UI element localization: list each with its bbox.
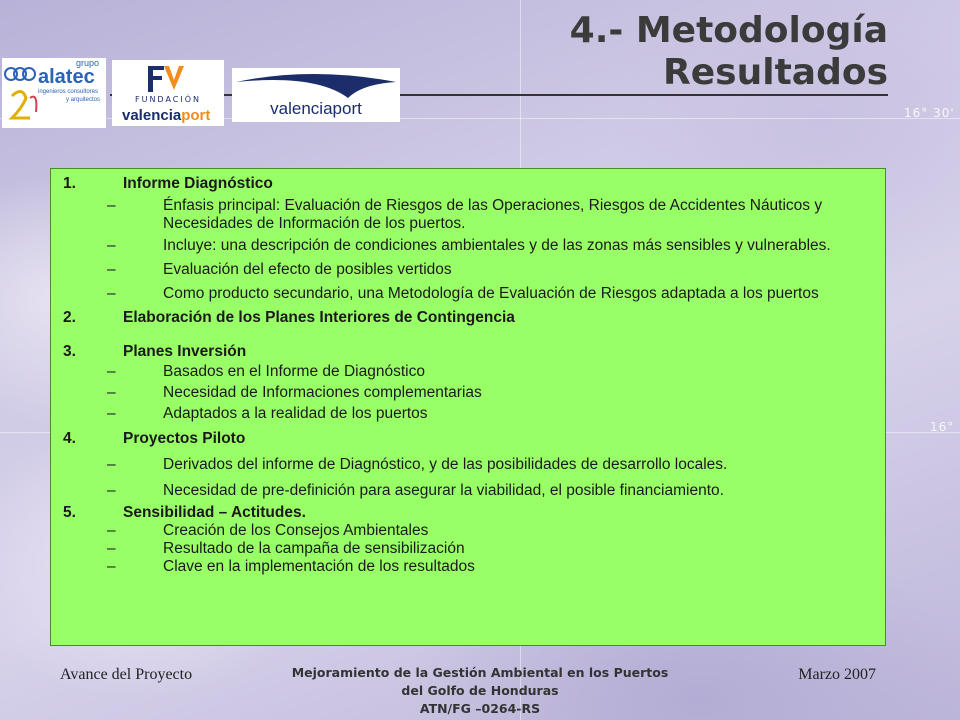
sub-item <box>63 403 873 424</box>
footer-date: Marzo 2007 <box>798 666 876 683</box>
map-coordinate-label: 16° 30' <box>904 106 955 120</box>
list-item-sensibilidad <box>63 504 873 576</box>
sub-item-text: Como producto secundario, una Metodología de Evaluación de Riesgos adaptada a los puertos <box>163 285 819 302</box>
sub-item-text: Incluye: una descripción de condiciones ambientales y de las zonas más sensibles y vulnerables. <box>163 237 831 254</box>
item-title: Elaboración de los Planes Interiores de Contingencia <box>123 309 515 326</box>
fundacion-port-text: port <box>181 107 211 124</box>
dash-bullet: – <box>107 482 116 499</box>
dash-bullet: – <box>107 540 116 557</box>
sub-item <box>63 522 873 540</box>
alatec-tagline-2: y arquitectos <box>66 97 101 103</box>
item-number: 3. <box>63 343 76 360</box>
title-underline <box>110 94 888 96</box>
sub-item-text: Creación de los Consejos Ambientales <box>163 522 429 539</box>
dash-bullet: – <box>107 456 116 473</box>
list-item-proyectos-piloto <box>63 430 873 500</box>
item-number: 4. <box>63 430 76 447</box>
sub-item <box>63 197 873 233</box>
sub-item-text: Basados en el Informe de Diagnóstico <box>163 363 425 380</box>
fundacion-valencia-text: valencia <box>122 107 182 124</box>
item-title: Planes Inversión <box>123 343 247 360</box>
item-title: Informe Diagnóstico <box>123 175 273 192</box>
footer-project-title <box>290 664 670 718</box>
dash-bullet: – <box>107 261 116 278</box>
sub-item-text: Énfasis principal: Evaluación de Riesgos de las Operaciones, Riesgos de Accidentes Náuticos y Necesidades de Información de los puertos. <box>163 197 823 232</box>
svg-text:valenciaport <box>122 107 210 124</box>
results-content-box <box>50 168 886 646</box>
title-line-1: 4.- Metodología <box>569 10 888 51</box>
footer-title-line-1: Mejoramiento de la Gestión Ambiental en los Puertos <box>291 665 669 680</box>
sub-item-text: Evaluación del efecto de posibles vertidos <box>163 261 452 278</box>
footer-title-line-2: del Golfo de Honduras <box>401 683 559 698</box>
page-title <box>570 10 888 94</box>
valenciaport-name-text: valenciaport <box>270 99 362 118</box>
dash-bullet: – <box>107 405 116 422</box>
title-line-2: Resultados <box>663 52 888 93</box>
sub-item <box>63 382 873 403</box>
sub-item <box>63 261 873 279</box>
list-item-planes-inversion <box>63 343 873 424</box>
sub-item <box>63 237 873 255</box>
item-number: 2. <box>63 309 76 326</box>
item-title: Proyectos Piloto <box>123 430 246 447</box>
sub-item-text: Necesidad de Informaciones complementarias <box>163 384 482 401</box>
dash-bullet: – <box>107 237 116 254</box>
sub-item-text: Adaptados a la realidad de los puertos <box>163 405 428 422</box>
sub-item-text: Resultado de la campaña de sensibilización <box>163 540 465 557</box>
list-item-planes-contingencia <box>63 309 873 327</box>
item-number: 5. <box>63 504 76 521</box>
alatec-logo <box>2 58 106 128</box>
footer-project-label: Avance del Proyecto <box>60 666 193 683</box>
item-number: 1. <box>63 175 76 192</box>
dash-bullet: – <box>107 285 116 302</box>
valenciaport-logo <box>232 68 400 122</box>
sub-item-text: Clave en la implementación de los resultados <box>163 558 475 575</box>
fundacion-valenciaport-logo <box>112 60 224 126</box>
list-item-informe-diagnostico <box>63 175 873 303</box>
item-title: Sensibilidad – Actitudes. <box>123 504 306 521</box>
dash-bullet: – <box>107 197 116 214</box>
dash-bullet: – <box>107 363 116 380</box>
sub-item <box>63 361 873 382</box>
sub-item <box>63 540 873 558</box>
fundacion-text: FUNDACIÓN <box>134 95 202 104</box>
sub-item <box>63 285 873 303</box>
alatec-name-text: alatec <box>38 66 95 88</box>
alatec-tagline-1: ingenieros consultores <box>38 89 99 95</box>
sub-item-text: Derivados del informe de Diagnóstico, y de las posibilidades de desarrollo locales. <box>163 456 728 473</box>
footer-title-line-3: ATN/FG –0264-RS <box>419 701 541 716</box>
sub-item <box>63 482 873 500</box>
sub-item-text: Necesidad de pre-definición para asegurar la viabilidad, el posible financiamiento. <box>163 482 724 499</box>
dash-bullet: – <box>107 522 116 539</box>
sub-item <box>63 456 873 474</box>
alatec-grupo-text: grupo <box>76 58 100 68</box>
dash-bullet: – <box>107 384 116 401</box>
sub-item <box>63 558 873 576</box>
dash-bullet: – <box>107 558 116 575</box>
map-coordinate-label: 16° <box>930 420 955 434</box>
